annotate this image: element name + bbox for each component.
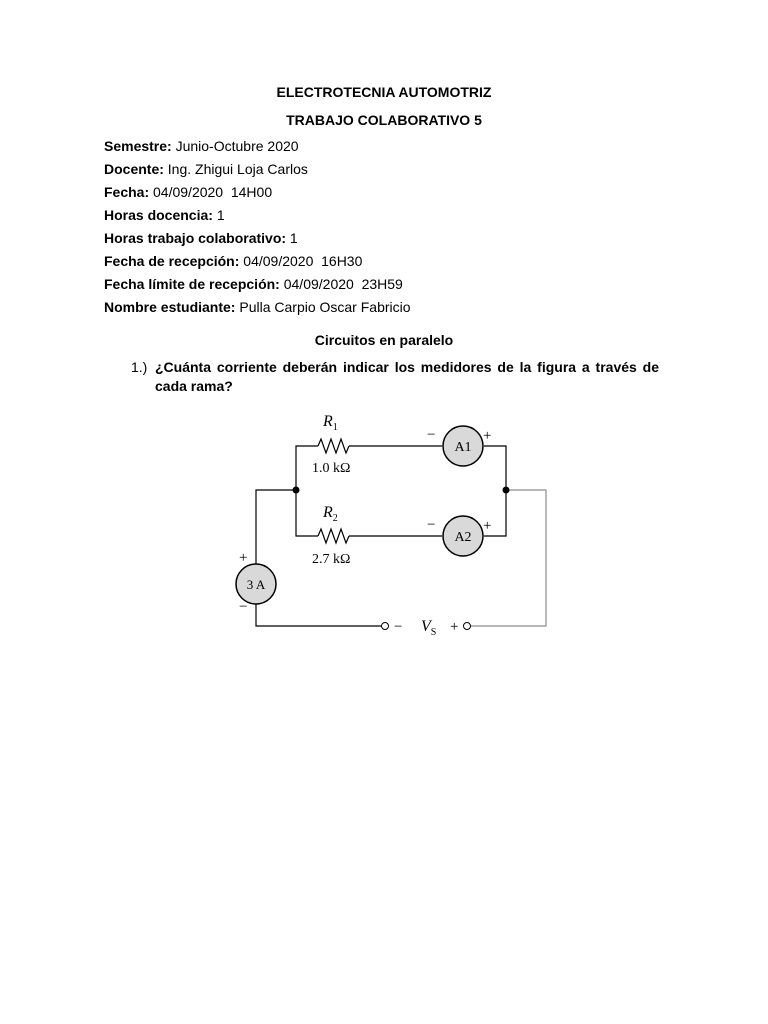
- wire: [484, 446, 506, 490]
- info-value: 04/09/2020 14H00: [149, 184, 273, 200]
- r2-value: 2.7 kΩ: [312, 552, 351, 567]
- info-label: Horas trabajo colaborativo:: [104, 230, 287, 246]
- a1-label: A1: [454, 440, 472, 455]
- a2-minus-sign: −: [427, 517, 436, 533]
- vs-minus-sign: −: [394, 619, 403, 635]
- info-label: Docente:: [104, 161, 164, 177]
- r1-value: 1.0 kΩ: [312, 461, 351, 476]
- info-value: 1: [286, 230, 298, 246]
- resistor-r1: [318, 439, 349, 453]
- info-value: 04/09/2020 23H59: [279, 276, 403, 292]
- resistor-r2: [318, 529, 349, 543]
- info-value: Pulla Carpio Oscar Fabricio: [235, 299, 411, 315]
- total-plus-sign: +: [239, 550, 248, 566]
- info-horas-docencia: [104, 207, 225, 223]
- a1-plus-sign: +: [483, 428, 492, 444]
- info-label: Fecha:: [104, 184, 150, 200]
- junction-node: [293, 487, 300, 494]
- info-value: 1: [212, 207, 225, 223]
- section-title: Circuitos en paralelo: [314, 332, 454, 348]
- wire: [296, 490, 318, 536]
- info-fecha: [104, 184, 272, 200]
- terminal-negative: [382, 623, 389, 630]
- info-value: Junio-Octubre 2020: [171, 138, 299, 154]
- info-value: 04/09/2020 16H30: [239, 253, 363, 269]
- info-nombre-estudiante: [104, 299, 411, 315]
- r1-label: $R_1$: [323, 413, 338, 433]
- wire: [256, 603, 381, 626]
- info-fecha-recepcion: [104, 253, 362, 269]
- vs-plus-sign: +: [450, 619, 459, 635]
- info-label: Nombre estudiante:: [104, 299, 236, 315]
- parallel-circuit-diagram: [220, 405, 560, 645]
- a2-label: A2: [454, 530, 472, 545]
- info-semestre: [104, 138, 299, 154]
- document-subtitle: TRABAJO COLABORATIVO 5: [286, 112, 482, 128]
- wire: [471, 490, 546, 626]
- a1-minus-sign: −: [427, 427, 436, 443]
- vs-label: $V_S$: [421, 618, 437, 638]
- terminal-positive: [464, 623, 471, 630]
- info-horas-colaborativo: [104, 230, 298, 246]
- question-number: 1.): [131, 359, 148, 375]
- document-title: ELECTROTECNIA AUTOMOTRIZ: [276, 84, 492, 100]
- info-label: Semestre:: [104, 138, 172, 154]
- info-value: Ing. Zhigui Loja Carlos: [163, 161, 308, 177]
- junction-node: [503, 487, 510, 494]
- wire: [256, 490, 296, 565]
- info-fecha-limite: [104, 276, 403, 292]
- r2-label: $R_2$: [323, 504, 338, 524]
- question-text: ¿Cuánta corriente deberán indicar los medidores de la figura a través de cada rama?: [155, 359, 659, 394]
- info-label: Fecha límite de recepción:: [104, 276, 280, 292]
- total-meter-label: 3 A: [246, 577, 266, 592]
- info-label: Horas docencia:: [104, 207, 213, 223]
- info-docente: [104, 161, 308, 177]
- a2-plus-sign: +: [483, 518, 492, 534]
- total-minus-sign: −: [239, 599, 248, 615]
- info-label: Fecha de recepción:: [104, 253, 240, 269]
